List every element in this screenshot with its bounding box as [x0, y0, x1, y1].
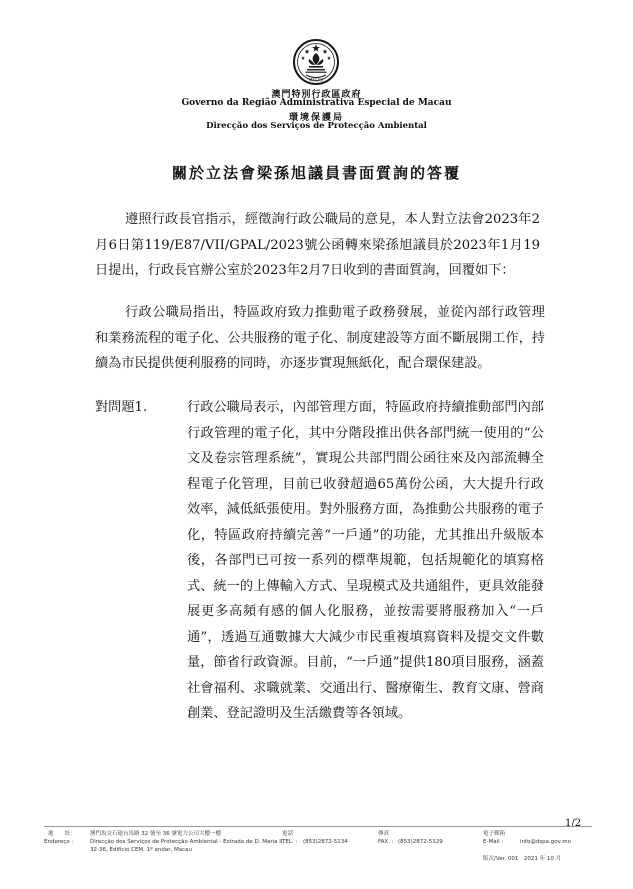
footer-tel-value: (853)2872-5134 [303, 839, 348, 845]
context-paragraph: 行政公職局指出，特區政府致力推動電子政務發展，並從內部行政管理和業務流程的電子化、公共服務的電子化、制度建設等方面不斷展開工作，持續為市民提供便利服務的同時，亦逐步實現無紙化，配合環保建設。 [95, 305, 545, 371]
header-department-pt: Direcção dos Serviços de Protecção Ambiental [206, 121, 427, 131]
footer-fax-label-zh: 傳真 [378, 831, 390, 837]
footer-address-pt-line1: Direcção dos Serviços de Protecção Ambiental - Estrada de D. Maria II, [90, 839, 285, 845]
footer-tel-label-zh: 電話 [282, 831, 294, 837]
footer-email-value: info@dspa.gov.mo [520, 839, 571, 845]
footer-address-zh: 澳門馬交石砲台馬路 32 號至 36 號電力公司大樓一樓 [90, 831, 221, 837]
footer-email-label-zh: 電子郵箱 [483, 831, 506, 837]
header-government-pt: Governo da Região Administrativa Especial de Macau [181, 98, 452, 108]
question-label: 對問題1. [95, 400, 148, 415]
intro-paragraph: 遵照行政長官指示，經徵詢行政公職局的意見，本人對立法會2023年2月6日第119/E87/VII/GPAL/2023號公函轉來梁孫旭議員於2023年1月19日提出，行政長官辦公室於2023年2月7日收到的書面質詢，回覆如下： [95, 212, 540, 278]
answer-paragraph: 行政公職局表示，內部管理方面，特區政府持續推動部門內部行政管理的電子化，其中分階段推出供各部門統一使用的“公文及卷宗管理系統”，實現公共部門間公函往來及內部流轉全程電子化管理，目前已收發超過65萬份公函，大大提升行政效率，減低紙張使用。對外服務方面，為推動公共服務的電子化，特區政府持續完善“一戶通”的功能，尤其推出升級版本後，各部門已可按一系列的標準規範，包括規範化的填寫格式、統一的上傳輸入方式、呈現模式及共通組件，更具效能發展更多高頻有感的個人化服務，並按需要將服務加入“一戶通”，透過互通數據大大減少市民重複填寫資料及提交文件數量，節省行政資源。目前，“一戶通”提供180項目服務，涵蓋社會福利、求職就業、交通出行、醫療衛生、教育文康、營商創業、登記證明及生活繳費等各領域。 [187, 400, 544, 721]
document-title: 關於立法會梁孫旭議員書面質詢的答覆 [171, 164, 461, 182]
macau-emblem-icon [292, 38, 340, 86]
footer-email-label-en: E-Mail : [483, 839, 504, 845]
footer-divider [44, 826, 592, 827]
footer-fax-label-en: FAX. : [378, 839, 394, 845]
footer-address-label-zh: 地 址： [48, 831, 76, 837]
footer-version: 版次/Ver. 001 2021 年 10 月 [483, 856, 562, 862]
svg-text:MACAU: MACAU [308, 77, 324, 83]
footer-fax-value: (853)2872-5129 [398, 839, 443, 845]
footer-address-pt-line2: 32-36, Edifício CEM, 1º andar, Macau [90, 847, 192, 853]
footer-tel-label-en: TEL. : [282, 839, 298, 845]
footer-address-label-pt: Endereço ： [44, 839, 77, 845]
header-department-zh: 環境保護局 [288, 113, 344, 123]
header-government-zh: 澳門特別行政區政府 [271, 90, 362, 100]
page-number: 1/2 [565, 818, 582, 829]
